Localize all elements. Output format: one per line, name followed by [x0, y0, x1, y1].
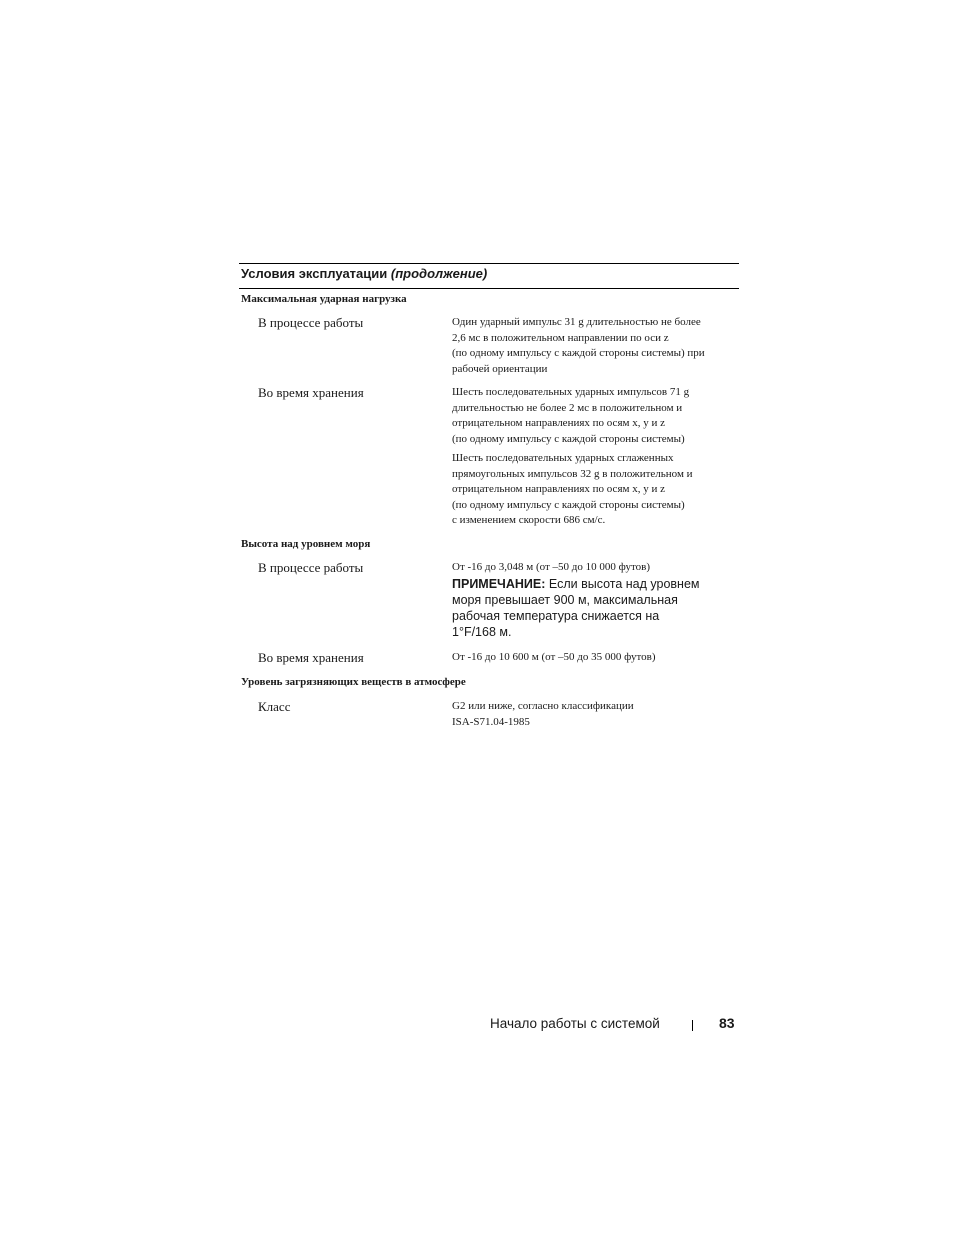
section-heading-shock: Максимальная ударная нагрузка	[241, 293, 407, 305]
table-header-rule	[239, 288, 739, 289]
table-top-rule	[239, 263, 739, 264]
row-value-operating-altitude	[452, 560, 737, 576]
footer-divider	[692, 1020, 693, 1031]
value-line: (по одному импульсу с каждой стороны системы)	[452, 432, 685, 445]
section-heading-altitude: Высота над уровнем моря	[241, 538, 371, 550]
row-label-class: Класс	[258, 699, 291, 714]
row-value-storage-altitude	[452, 650, 737, 666]
table-title-text: Условия эксплуатации	[241, 266, 388, 281]
altitude-note	[452, 576, 737, 640]
value-line: Один ударный импульс 31 g длительностью не более	[452, 316, 701, 328]
value-line: Шесть последовательных ударных импульсов 71 g	[452, 386, 690, 398]
row-value-operating-shock	[452, 315, 737, 377]
value-line: с изменением скорости 686 см/с.	[452, 514, 606, 526]
value-line: отрицательном направлениях по осям x, y и z	[452, 483, 665, 495]
value-line: длительностью не более 2 мс в положительном и	[452, 401, 683, 414]
row-label-storage-altitude: Во время хранения	[258, 650, 364, 665]
row-label-operating-shock: В процессе работы	[258, 315, 364, 330]
value-line: ISA-S71.04-1985	[452, 715, 530, 728]
value-line: прямоугольных импульсов 32 g в положительном и	[452, 467, 693, 480]
footer-chapter-title: Начало работы с системой	[490, 1016, 660, 1031]
note-line: рабочая температура снижается на	[452, 609, 660, 623]
row-value-class	[452, 699, 737, 730]
section-heading-contaminants: Уровень загрязняющих веществ в атмосфере	[241, 676, 466, 688]
table-title	[241, 266, 487, 281]
value-line: рабочей ориентации	[452, 362, 548, 375]
value-line: От -16 до 10 600 м (от –50 до 35 000 футов)	[452, 651, 656, 663]
value-line: G2 или ниже, согласно классификации	[452, 700, 634, 712]
row-label-operating-altitude: В процессе работы	[258, 560, 364, 575]
note-line: 1°F/168 м.	[452, 625, 512, 639]
value-line: (по одному импульсу с каждой стороны системы)	[452, 498, 685, 511]
note-heading: ПРИМЕЧАНИЕ:	[452, 577, 546, 591]
row-value-storage-shock-1	[452, 385, 737, 447]
value-line: (по одному импульсу с каждой стороны системы) при	[452, 347, 705, 359]
note-line: моря превышает 900 м, максимальная	[452, 593, 678, 607]
row-value-storage-shock-2	[452, 451, 737, 529]
value-line: отрицательном направлениях по осям x, y и z	[452, 417, 665, 429]
note-text: Если высота над уровнем	[548, 577, 700, 591]
note-line	[452, 576, 737, 592]
page-number: 83	[719, 1015, 735, 1031]
table-title-suffix: (продолжение)	[390, 266, 488, 281]
value-line: Шесть последовательных ударных сглаженных	[452, 452, 674, 464]
value-line: От -16 до 3,048 м (от –50 до 10 000 футов)	[452, 561, 651, 573]
row-label-storage-shock: Во время хранения	[258, 385, 364, 400]
value-line: 2,6 мс в положительном направлении по оси z	[452, 331, 669, 344]
